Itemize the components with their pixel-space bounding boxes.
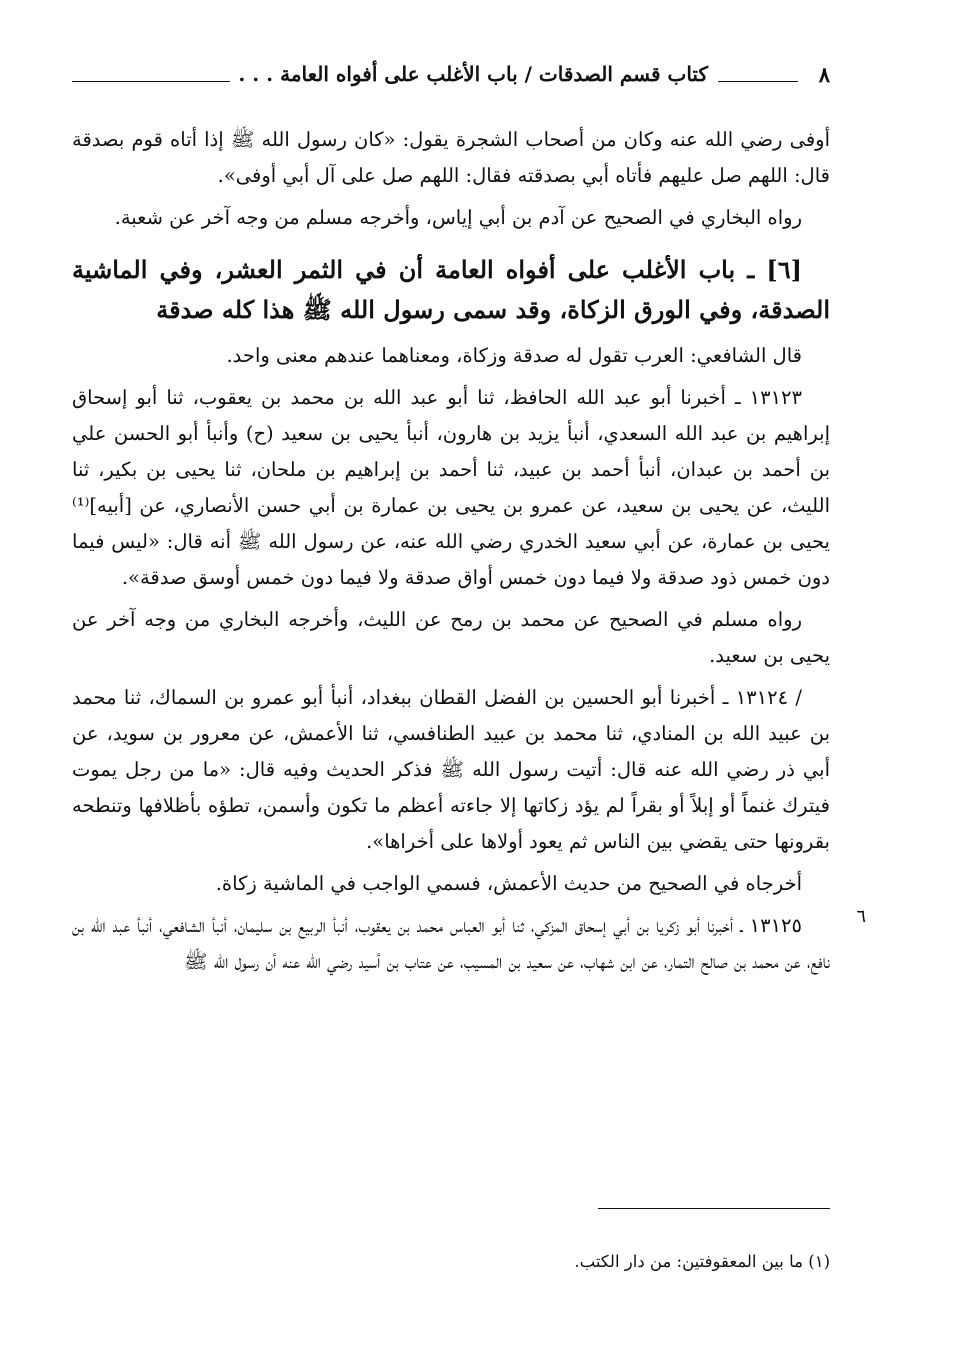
book-page [72,60,866,1360]
page-body [72,122,866,986]
paragraph-akhrajahu: أخرجاه في الصحيح من حديث الأعمش، فسمي الواجب في الماشية زكاة. [215,872,802,895]
margin-volume-note: ٦ [856,906,866,927]
hadith-13125: ١٣١٢٥ ـ أخبرنا أبو زكريا بن أبي إسحاق المزكي، ثنا أبو العباس محمد بن يعقوب، أنبأ الربيع بن سليمان، أنبأ الشافعي، أنبأ عبد الله بن نافع، عن محمد بن صالح التمار، عن ابن شهاب، عن سعيد بن المسيب، عن عتاب بن أسيد رضي الله عنه أن رسول الله ﷺ [72,914,830,973]
running-title: كتاب قسم الصدقات / باب الأغلب على أفواه العامة . . . [238,62,708,86]
page-number: ٨ [818,62,830,87]
header-rule-short [718,81,798,82]
footnote: (١) ما بين المعقوفتين: من دار الكتب. [574,1252,830,1271]
paragraph-hadith-end: أوفى رضي الله عنه وكان من أصحاب الشجرة يقول: «كان رسول الله ﷺ إذا أتاه قوم بصدقة قال: اللهم صل عليهم فأتاه أبي بصدقته فقال: اللهم صل على آل أبي أوفى». [72,128,830,187]
chapter-heading: [٦] ـ باب الأغلب على أفواه العامة أن في الثمر العشر، وفي الماشية الصدقة، وفي الورق الزكاة، وقد سمى رسول الله ﷺ هذا كله صدقة [72,255,830,324]
paragraph-shafii: قال الشافعي: العرب تقول له صدقة وزكاة، ومعناهما عندهم معنى واحد. [226,344,802,367]
running-header [72,60,830,94]
footnote-rule [598,1208,830,1209]
paragraph-muslim-note: رواه مسلم في الصحيح عن محمد بن رمح عن الليث، وأخرجه البخاري من وجه آخر عن يحيى بن سعيد. [72,608,830,667]
hadith-13123: ١٣١٢٣ ـ أخبرنا أبو عبد الله الحافظ، ثنا أبو عبد الله بن محمد بن يعقوب، ثنا أبو إسحاق إبراهيم بن عبد الله السعدي، أنبأ يزيد بن هارون، أنبأ يحيى بن سعيد (ح) وأنبأ أبو الحسن علي بن أحمد بن عبدان، أنبأ أحمد بن عبيد، ثنا أحمد بن إبراهيم بن ملحان، ثنا يحيى بن بكير، ثنا الليث، عن يحيى بن سعيد، عن عمرو بن يحيى بن عمارة بن أبي حسن الأنصاري، عن [أبيه]⁽¹⁾ يحيى بن عمارة، عن أبي سعيد الخدري رضي الله عنه، عن رسول الله ﷺ أنه قال: «ليس فيما دون خمس ذود صدقة ولا فيما دون خمس أواق صدقة ولا فيما دون خمس أوسق صدقة». [72,386,830,589]
header-rule-long [72,81,230,82]
hadith-13124: / ١٣١٢٤ ـ أخبرنا أبو الحسين بن الفضل القطان ببغداد، أنبأ أبو عمرو بن السماك، ثنا محمد بن عبيد الله بن المنادي، ثنا محمد بن عبيد الطنافسي، ثنا الأعمش، عن معرور بن سويد، عن أبي ذر رضي الله عنه قال: أتيت رسول الله ﷺ فذكر الحديث وفيه قال: «ما من رجل يموت فيترك غنماً أو إبلاً أو بقراً لم يؤد زكاتها إلا جاءته أعظم ما تكون وأسمن، تطؤه بأظلافها وتنطحه بقرونها حتى يقضي بين الناس ثم يعود أولاها على أخراها». [72,686,830,853]
paragraph-bukhari-note: رواه البخاري في الصحيح عن آدم بن أبي إياس، وأخرجه مسلم من وجه آخر عن شعبة. [114,206,802,229]
